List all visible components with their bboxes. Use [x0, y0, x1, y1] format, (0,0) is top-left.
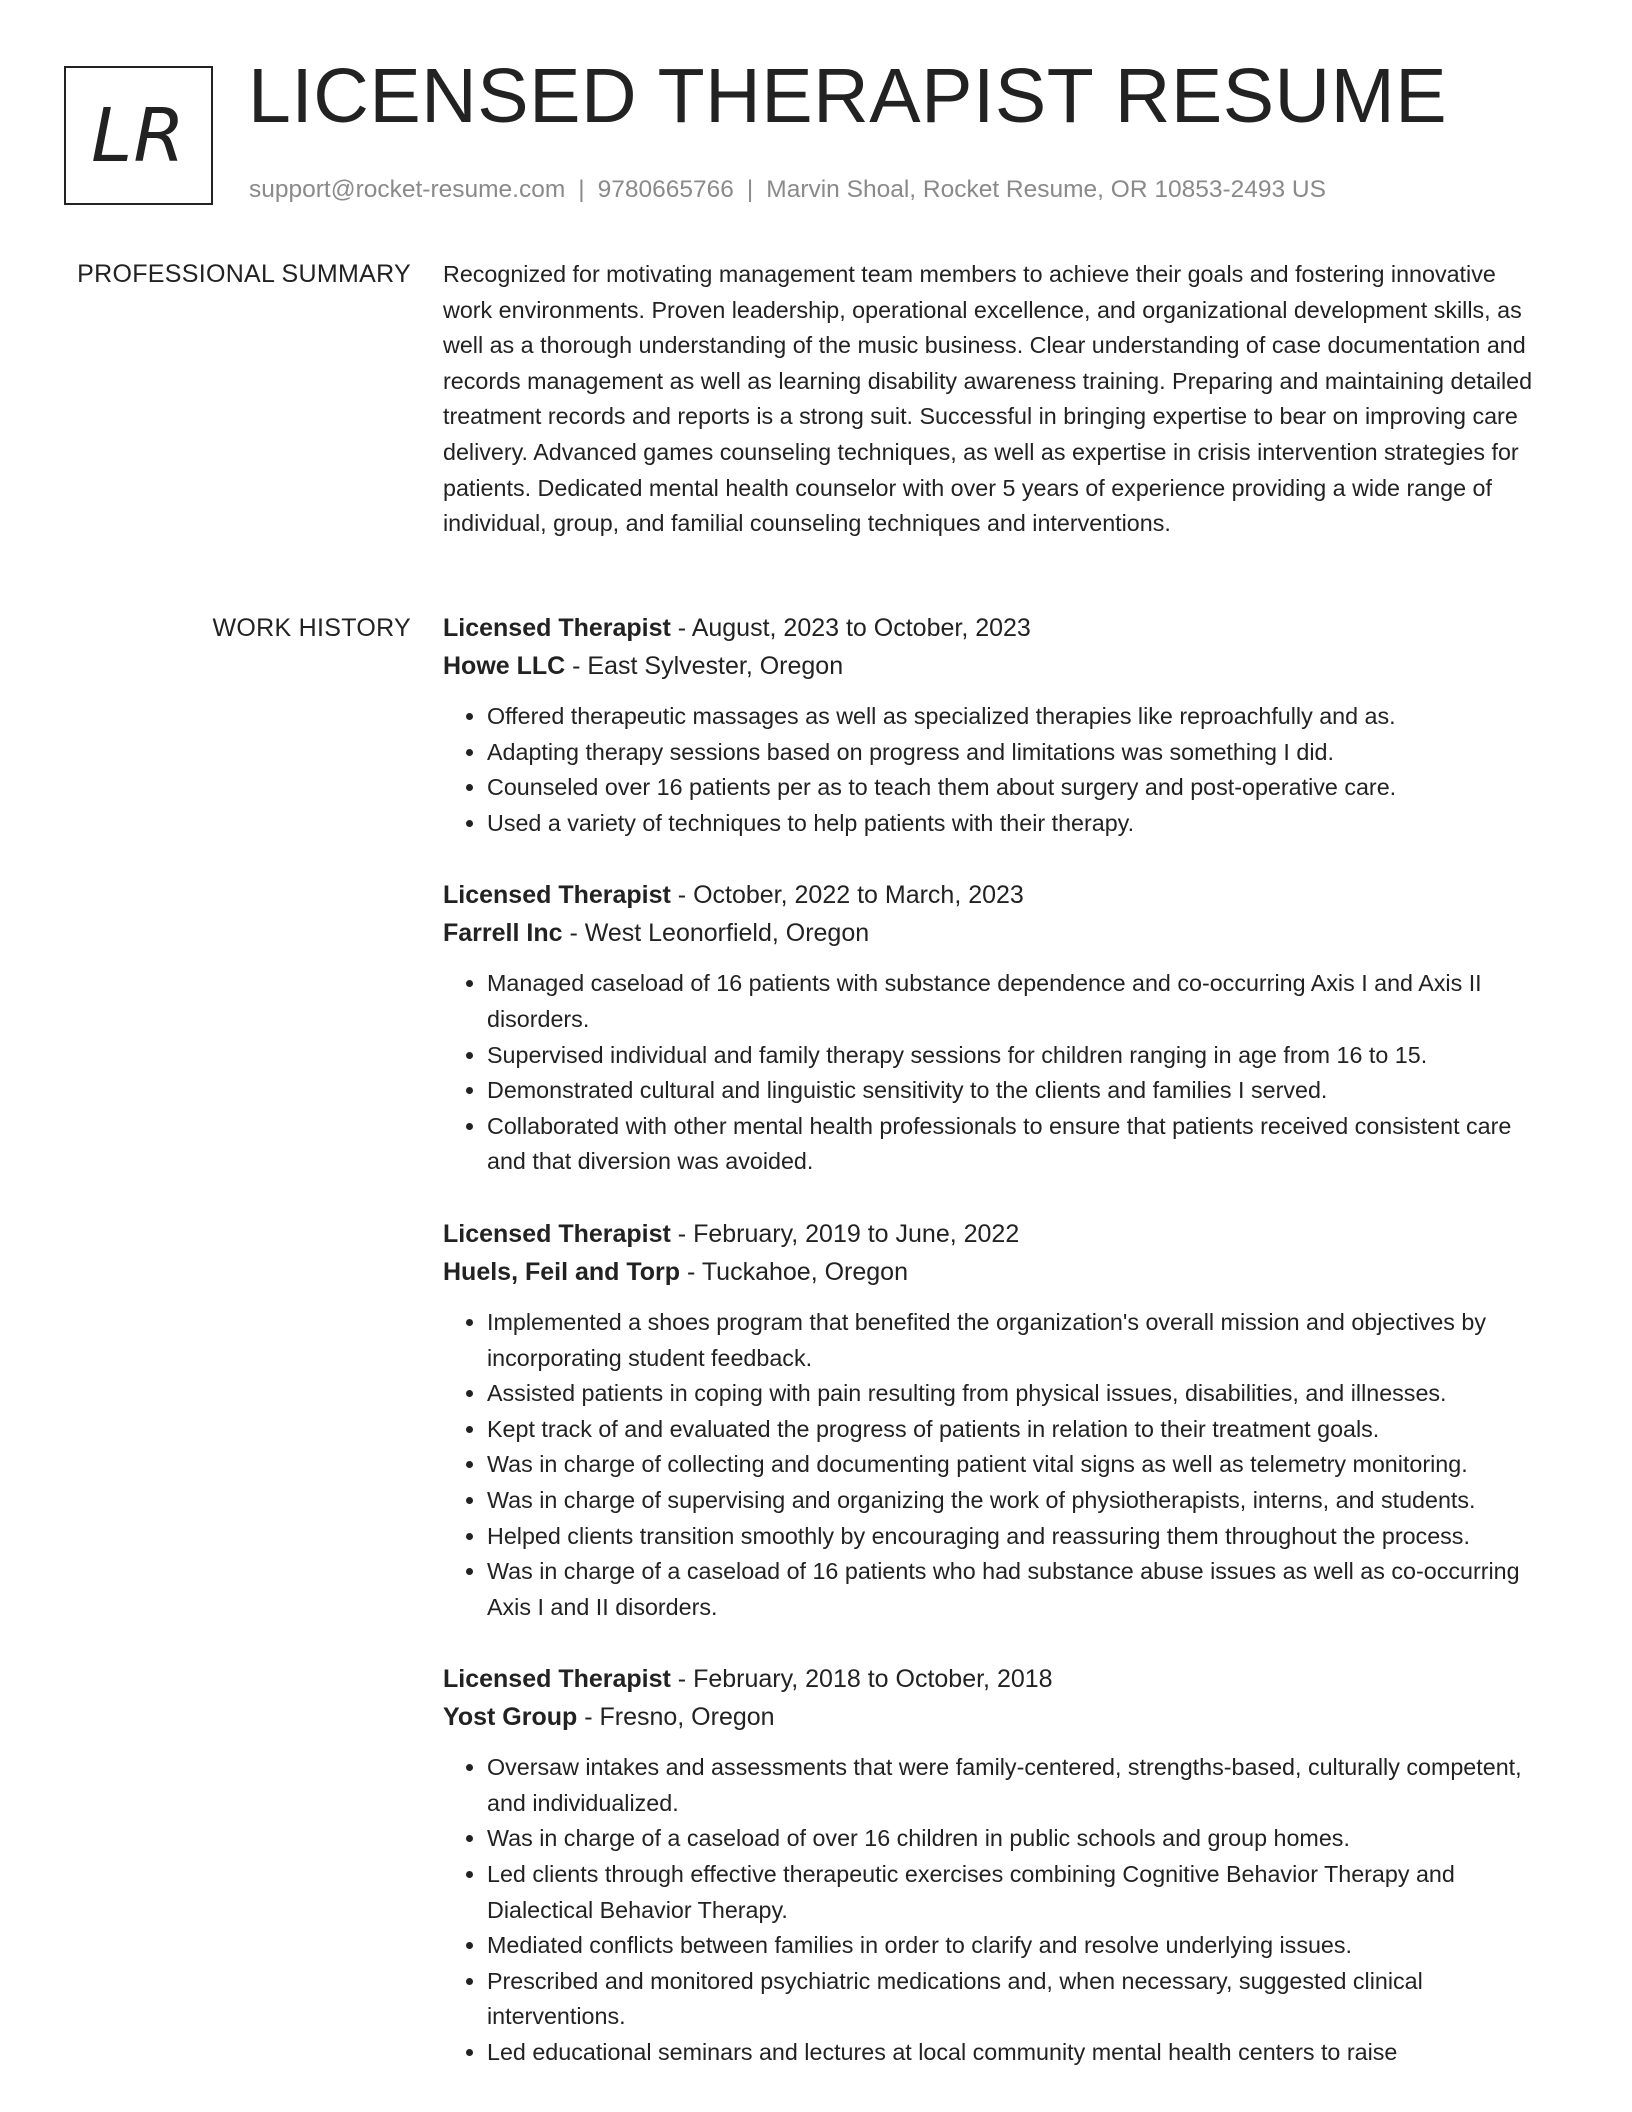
job-bullet-list: [443, 966, 1548, 1180]
contact-line: [249, 176, 1326, 204]
job-company-line: [443, 1253, 1548, 1291]
contact-address: Marvin Shoal, Rocket Resume, OR 10853-2493 US: [766, 176, 1326, 203]
job-dates: - February, 2018 to October, 2018: [670, 1665, 1053, 1694]
job-entry: [443, 876, 1548, 1180]
job-bullet: • Was in charge of supervising and organizing the work of physiotherapists, interns, and students.: [487, 1483, 1548, 1519]
job-title: Licensed Therapist: [443, 614, 671, 642]
job-bullet: • Managed caseload of 16 patients with substance dependence and co-occurring Axis I and Axis II disorders.: [487, 966, 1548, 1037]
job-bullet: • Demonstrated cultural and linguistic sensitivity to the clients and families I served.: [487, 1073, 1548, 1109]
job-title-line: [443, 1215, 1548, 1253]
job-bullet: • Led educational seminars and lectures at local community mental health centers to raise: [487, 2035, 1548, 2071]
job-title-line: [443, 876, 1548, 914]
contact-separator: |: [746, 176, 754, 203]
job-bullet: • Helped clients transition smoothly by encouraging and reassuring them throughout the process.: [487, 1519, 1548, 1555]
job-company-line: [443, 914, 1548, 952]
job-company: Farrell Inc: [443, 919, 563, 948]
job-entry: [443, 609, 1548, 841]
job-title: Licensed Therapist: [443, 881, 671, 910]
job-bullet-list: [443, 699, 1548, 841]
job-bullet: • Supervised individual and family therapy sessions for children ranging in age from 16 to 15.: [487, 1038, 1548, 1074]
contact-phone: 9780665766: [597, 176, 734, 203]
work-history-heading: WORK HISTORY: [212, 614, 411, 642]
job-title: Licensed Therapist: [443, 1219, 671, 1248]
monogram-box: [64, 66, 213, 205]
job-bullet-list: [443, 1305, 1548, 1625]
job-bullet: • Adapting therapy sessions based on progress and limitations was something I did.: [487, 735, 1548, 771]
job-bullet: • Counseled over 16 patients per as to teach them about surgery and post-operative care.: [487, 770, 1548, 806]
monogram-initials: LR: [91, 92, 186, 179]
contact-separator: |: [578, 176, 585, 203]
job-dates: - August, 2023 to October, 2023: [670, 614, 1031, 642]
job-title-line: [443, 1660, 1548, 1698]
job-bullet: • Led clients through effective therapeutic exercises combining Cognitive Behavior Therapy and Dialectical Behavior Therapy.: [487, 1857, 1548, 1928]
job-bullet: • Kept track of and evaluated the progress of patients in relation to their treatment goals.: [487, 1412, 1548, 1448]
job-bullet: • Used a variety of techniques to help patients with their therapy.: [487, 806, 1548, 842]
job-bullet: • Oversaw intakes and assessments that were family-centered, strengths-based, culturally competent, and individualized.: [487, 1750, 1548, 1821]
job-location: - Fresno, Oregon: [577, 1703, 775, 1732]
job-company-line: [443, 647, 1548, 685]
job-company: Howe LLC: [443, 652, 566, 680]
job-bullet: • Was in charge of collecting and documenting patient vital signs as well as telemetry monitoring.: [487, 1447, 1548, 1483]
job-title-line: [443, 609, 1548, 647]
job-bullet: • Implemented a shoes program that benefited the organization's overall mission and objectives by incorporating student feedback.: [487, 1305, 1548, 1376]
job-bullet: • Offered therapeutic massages as well as specialized therapies like reproachfully and as.: [487, 699, 1548, 735]
job-bullet: • Assisted patients in coping with pain resulting from physical issues, disabilities, and illnesses.: [487, 1376, 1548, 1412]
job-dates: - February, 2019 to June, 2022: [670, 1219, 1020, 1248]
job-entry: [443, 1215, 1548, 1625]
summary-text: Recognized for motivating management team members to achieve their goals and fostering innovative work environments. Proven leadership, operational excellence, and organizational development skills, as well as a thorough understanding of the music business. Clear understanding of case documentation and records management as well as learning disability awareness training. Preparing and maintaining detailed treatment records and reports is a strong suit. Successful in bringing expertise to bear on improving care delivery. Advanced games counseling techniques, as well as expertise in crisis intervention strategies for patients. Dedicated mental health counselor with over 5 years of experience providing a wide range of individual, group, and familial counseling techniques and interventions.: [443, 261, 1533, 537]
job-bullet: • Prescribed and monitored psychiatric medications and, when necessary, suggested clinical interventions.: [487, 1964, 1548, 2035]
job-company: Yost Group: [443, 1703, 578, 1732]
job-bullet: • Was in charge of a caseload of 16 patients who had substance abuse issues as well as co-occurring Axis I and II disorders.: [487, 1554, 1548, 1625]
summary-heading: PROFESSIONAL SUMMARY: [77, 260, 411, 288]
job-bullet: • Mediated conflicts between families in order to clarify and resolve underlying issues.: [487, 1928, 1548, 1964]
job-location: - Tuckahoe, Oregon: [680, 1257, 908, 1286]
job-company-line: [443, 1698, 1548, 1736]
resume-title: LICENSED THERAPIST RESUME: [248, 53, 1448, 139]
job-title: Licensed Therapist: [443, 1665, 671, 1694]
job-bullet: • Was in charge of a caseload of over 16 children in public schools and group homes.: [487, 1821, 1548, 1857]
summary-section: [443, 257, 1548, 542]
job-entry: [443, 1660, 1548, 2070]
job-location: - East Sylvester, Oregon: [565, 652, 844, 680]
job-company: Huels, Feil and Torp: [443, 1257, 681, 1286]
work-history-section: [443, 609, 1548, 2106]
job-location: - West Leonorfield, Oregon: [562, 919, 870, 948]
job-bullet: • Collaborated with other mental health professionals to ensure that patients received consistent care and that diversion was avoided.: [487, 1109, 1548, 1180]
job-dates: - October, 2022 to March, 2023: [670, 881, 1024, 910]
contact-email: support@rocket-resume.com: [249, 176, 566, 203]
job-bullet-list: [443, 1750, 1548, 2070]
